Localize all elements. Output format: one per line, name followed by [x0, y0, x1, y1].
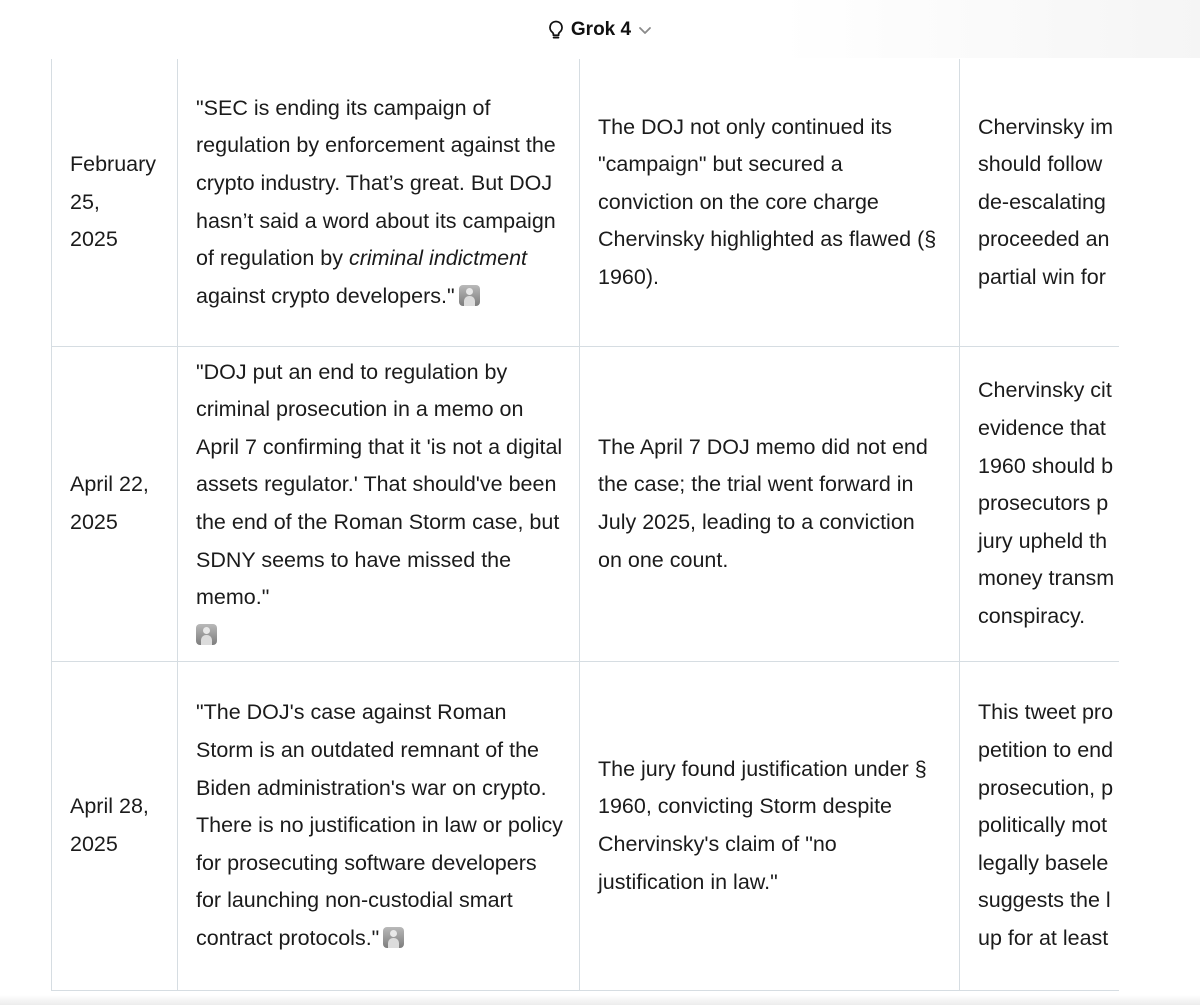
analysis-text: legally basele	[978, 850, 1109, 875]
analysis-text: 1960 should b	[978, 453, 1114, 478]
analysis-text: prosecutors p	[978, 491, 1109, 516]
top-bar	[0, 0, 1200, 60]
tweet-quote-cell	[178, 662, 580, 991]
table-row	[52, 347, 1120, 662]
analysis-text: petition to end	[978, 738, 1114, 763]
analysis-text: should follow	[978, 152, 1103, 177]
date-text: 2025	[70, 227, 118, 252]
date-text: April 22,	[70, 472, 149, 497]
outcome-text: The DOJ not only continued its "campaign" but secured a conviction on the core charge Chervinsky highlighted as flawed (§ 1960).	[598, 114, 937, 289]
analysis-text: politically mot	[978, 813, 1108, 838]
analysis-cell	[960, 347, 1120, 662]
quote-text: "DOJ put an end to regulation by criminal prosecution in a memo on April 7 confirming that it 'is not a digital assets regulator.' That should've been the end of the Roman Storm case, but SDNY seems to have missed the memo."	[196, 359, 563, 610]
analysis-text: de-escalating	[978, 189, 1106, 214]
analysis-text: Chervinsky cit	[978, 378, 1112, 403]
date-text: 2025	[70, 510, 118, 534]
analysis-text: prosecution, p	[978, 775, 1114, 800]
table-row	[52, 59, 1120, 347]
quote-text: "SEC is ending its campaign of regulation by enforcement against the crypto industry. That’s great. But DOJ hasn’t said a word about its campaign of regulation by	[196, 95, 556, 271]
avatar[interactable]	[459, 285, 480, 306]
date-text: February	[70, 152, 157, 177]
outcome-text: The April 7 DOJ memo did not end the case; the trial went forward in July 2025, leading to a conviction on one count.	[598, 434, 928, 572]
date-cell	[52, 59, 178, 347]
analysis-text: This tweet pro	[978, 700, 1114, 725]
quote-text: "The DOJ's case against Roman Storm is an outdated remnant of the Biden administration's war on crypto. There is no justification in law or policy for prosecuting software developers for launching non-custodial smart contract protocols."	[196, 700, 563, 950]
analysis-cell	[960, 662, 1120, 991]
avatar[interactable]	[196, 624, 217, 645]
date-text: April 28,	[70, 794, 149, 819]
analysis-text: suggests the l	[978, 888, 1111, 913]
date-cell	[52, 662, 178, 991]
analysis-text: jury upheld th	[978, 528, 1108, 553]
date-text: 2025	[70, 832, 118, 856]
table-row	[52, 662, 1120, 991]
tweet-quote-cell	[178, 59, 580, 347]
analysis-text: partial win for	[978, 264, 1106, 289]
analysis-text: conspiracy.	[978, 603, 1086, 628]
date-text: 25,	[70, 189, 100, 214]
comparison-table	[51, 59, 1119, 1005]
outcome-cell	[580, 347, 960, 662]
outcome-text: The jury found justification under § 1960, convicting Storm despite Chervinsky's claim of "no justification in law."	[598, 756, 927, 894]
avatar[interactable]	[383, 927, 404, 948]
lightbulb-icon	[547, 20, 565, 40]
analysis-cell	[960, 59, 1120, 347]
analysis-text: money transm	[978, 566, 1115, 591]
analysis-text: up for at least	[978, 925, 1109, 950]
outcome-cell	[580, 662, 960, 991]
quote-text: against crypto developers."	[196, 283, 455, 308]
analysis-text: Chervinsky im	[978, 114, 1113, 139]
date-cell	[52, 347, 178, 662]
outcome-cell	[580, 59, 960, 347]
model-selector[interactable]	[547, 19, 653, 41]
bottom-fade	[0, 995, 1200, 1005]
tweet-quote-cell	[178, 347, 580, 662]
analysis-text: proceeded an	[978, 227, 1110, 252]
model-name: Grok 4	[570, 19, 632, 40]
quote-emphasis: criminal indictment	[349, 246, 528, 271]
chevron-down-icon	[637, 24, 653, 36]
analysis-text: evidence that	[978, 416, 1106, 441]
